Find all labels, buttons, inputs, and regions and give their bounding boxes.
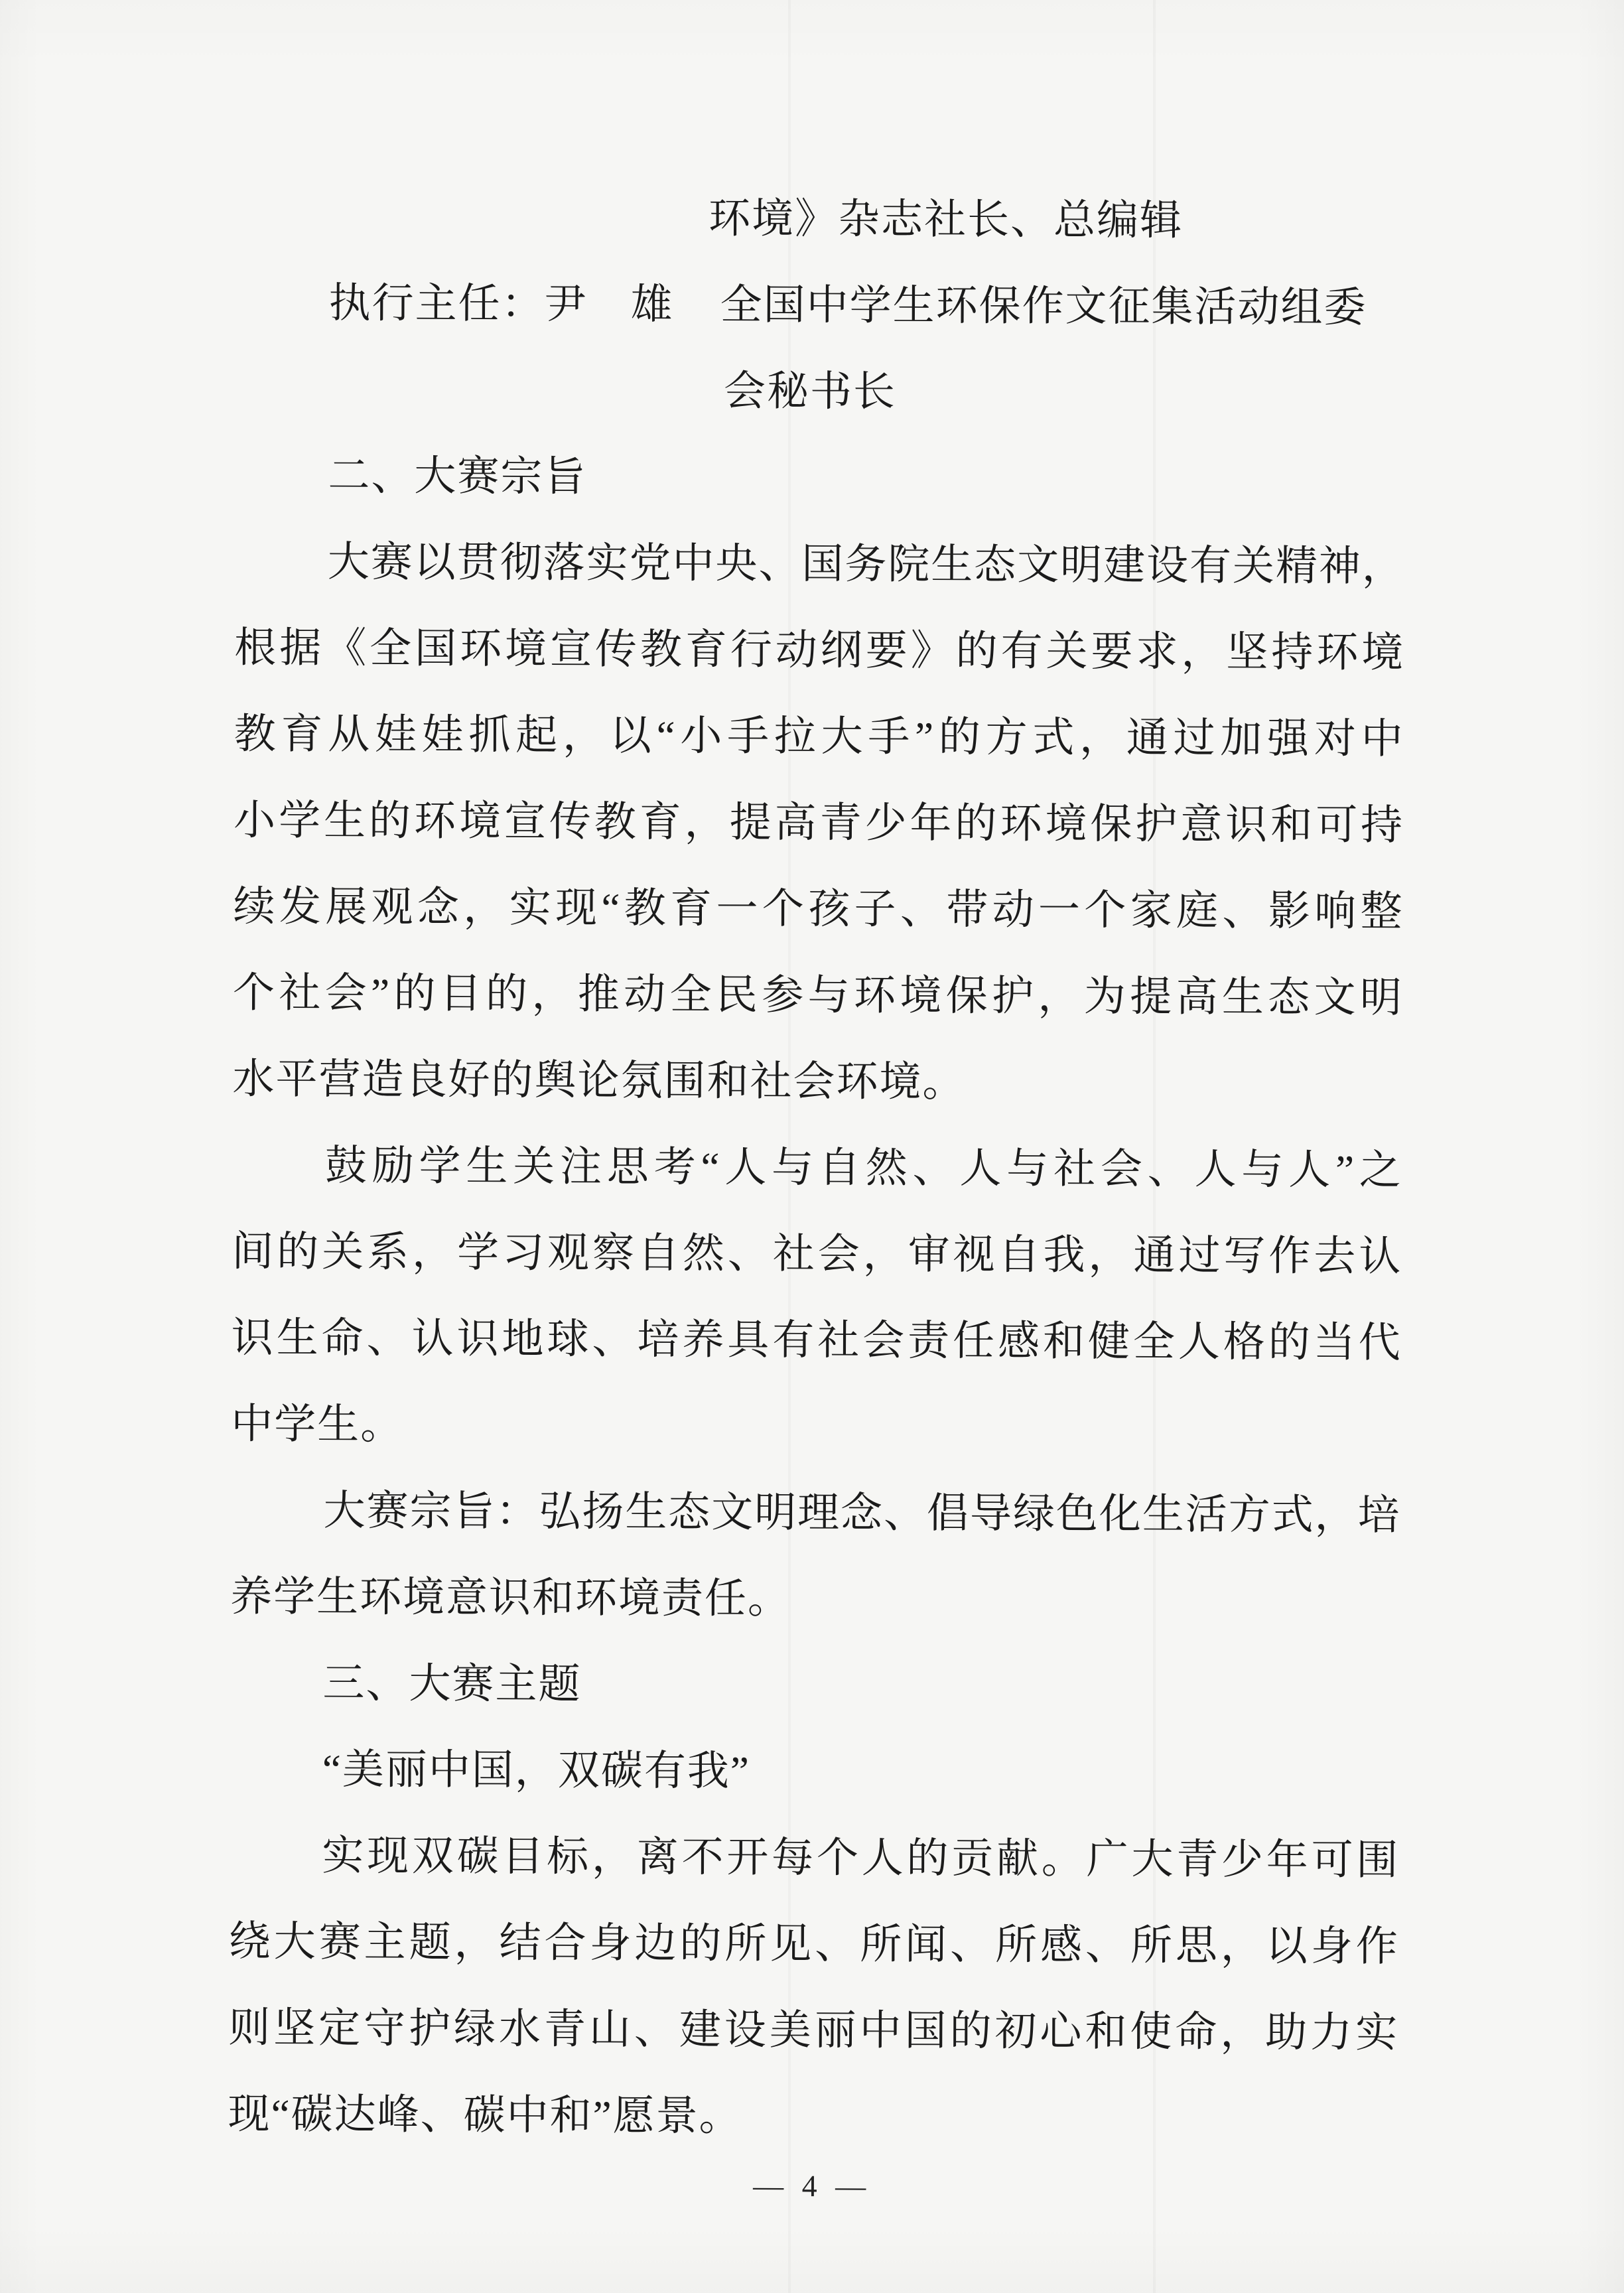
purpose-paragraph-line: 识生命、认识地球、培养具有社会责任感和健全人格的当代 xyxy=(231,1314,1400,1366)
purpose-paragraph-line: 间的关系，学习观察自然、社会，审视自我，通过写作去认 xyxy=(232,1228,1401,1280)
page-number: — 4 — xyxy=(753,2168,872,2203)
theme-slogan: “美丽中国，双碳有我” xyxy=(322,1746,750,1795)
exec-director-label: 执行主任：尹 雄 xyxy=(328,279,674,328)
purpose-paragraph-line: 中学生。 xyxy=(231,1401,404,1448)
theme-paragraph-line: 实现双碳目标，离不开每个人的贡献。广大青少年可围 xyxy=(322,1832,1398,1884)
carryover-role-line: 环境》杂志社长、总编辑 xyxy=(708,195,1184,244)
purpose-paragraph-line: 大赛以贯彻落实党中央、国务院生态文明建设有关精神， xyxy=(327,538,1404,590)
purpose-paragraph-line: 大赛宗旨：弘扬生态文明理念、倡导绿色化生活方式，培 xyxy=(323,1487,1400,1539)
exec-director-role-line-2: 会秘书长 xyxy=(723,368,897,415)
purpose-paragraph-line: 教育从娃娃抓起，以“小手拉大手”的方式，通过加强对中 xyxy=(234,711,1403,762)
purpose-paragraph-line: 小学生的环境宣传教育，提高青少年的环境保护意识和可持 xyxy=(233,797,1403,849)
theme-paragraph-line: 则坚定守护绿水青山、建设美丽中国的初心和使命，助力实 xyxy=(228,2004,1398,2056)
purpose-paragraph-line: 根据《全国环境宣传教育行动纲要》的有关要求，坚持环境 xyxy=(234,624,1404,676)
exec-director-role-line-1: 全国中学生环保作文征集活动组委 xyxy=(720,281,1367,331)
purpose-paragraph-line: 水平营造良好的舆论氛围和社会环境。 xyxy=(232,1056,966,1106)
purpose-paragraph-line: 个社会”的目的，推动全民参与环境保护，为提高生态文明 xyxy=(232,969,1402,1021)
purpose-paragraph-line: 养学生环境意识和环境责任。 xyxy=(230,1573,791,1622)
purpose-paragraph-line: 续发展观念，实现“教育一个孩子、带动一个家庭、影响整 xyxy=(233,883,1402,935)
theme-paragraph-line: 现“碳达峰、碳中和”愿景。 xyxy=(228,2091,742,2140)
section-heading-theme: 三、大赛主题 xyxy=(322,1659,582,1708)
theme-paragraph-line: 绕大赛主题，结合身边的所见、所闻、所感、所思，以身作 xyxy=(228,1918,1398,1970)
purpose-paragraph-line: 鼓励学生关注思考“人与自然、人与社会、人与人”之 xyxy=(324,1142,1402,1194)
exec-director-line xyxy=(236,273,1404,338)
section-heading-purpose: 二、大赛宗旨 xyxy=(328,452,587,500)
